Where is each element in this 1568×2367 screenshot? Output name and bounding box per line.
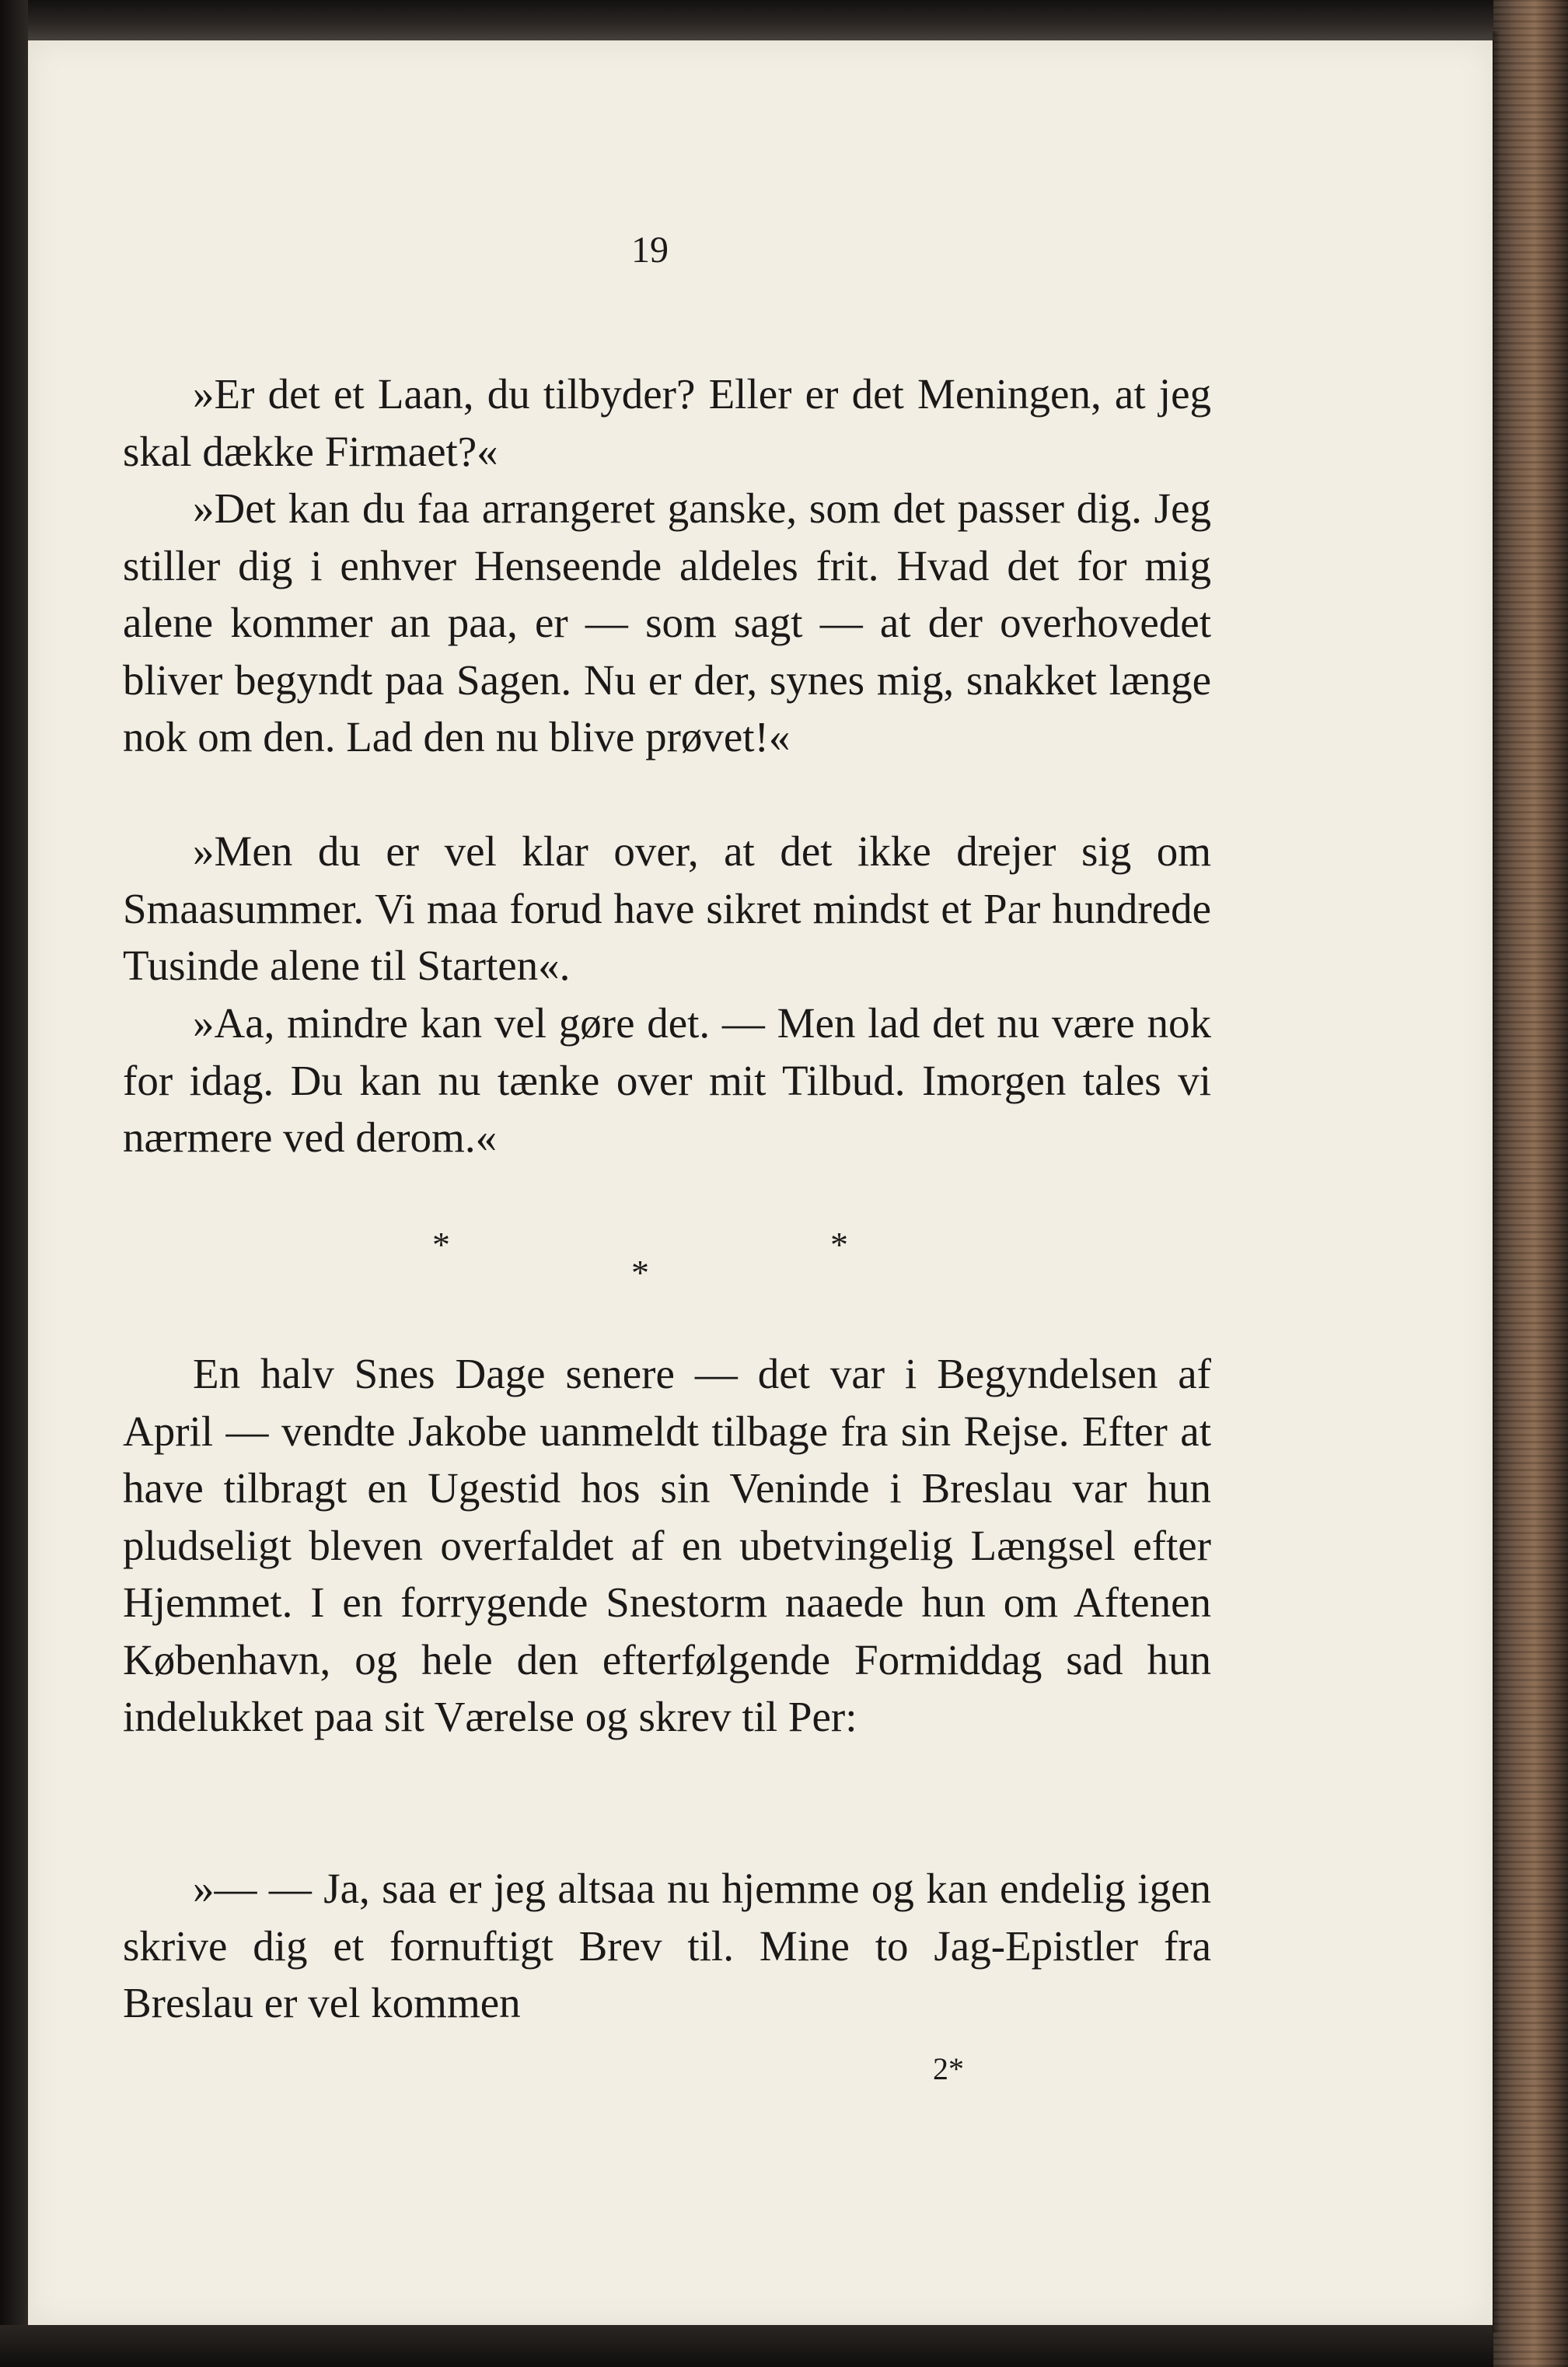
paragraph-6: »— — Ja, saa er jeg altsaa nu hjemme og kan endelig igen skrive dig et fornuftigt Brev til. Mine to Jag-Epistler fra Breslau er vel kommen (123, 1865, 1211, 2026)
top-scan-edge (0, 0, 1568, 40)
paragraph-4: »Aa, mindre kan vel gøre det. — Men lad det nu være nok for idag. Du kan nu tænke over mit Tilbud. Imorgen tales vi nærmere ved derom.« (123, 999, 1211, 1161)
paragraph-5: En halv Snes Dage senere — det var i Begyndelsen af April — vendte Jakobe uanmeldt tilbage fra sin Rejse. Efter at have tilbragt en Ugestid hos sin Veninde i Breslau var hun pludseligt bleven overfaldet af en ubetvingelig Længsel efter Hjemmet. I en forrygende Snestorm naaede hun om Aftenen København, og hele den efterfølgende Formiddag sad hun indelukket paa sit Værelse og skrev til Per: (123, 1350, 1211, 1740)
page-number: 19 (631, 229, 669, 271)
left-scan-edge (0, 0, 28, 2367)
paragraph-1: »Er det et Laan, du tilbyder? Eller er det Meningen, at jeg skal dække Firmaet?« (123, 370, 1211, 475)
section-break-asterisk-right: * (830, 1225, 848, 1264)
book-spine (1493, 0, 1568, 2367)
book-page (28, 40, 1493, 2325)
paragraph-2: »Det kan du faa arrangeret ganske, som det passer dig. Jeg stiller dig i enhver Henseende aldeles frit. Hvad det for mig alene kommer an paa, er — som sagt — at der overhovedet bliver begyndt paa Sagen. Nu er der, synes mig, snakket længe nok om den. Lad den nu blive prøvet!« (123, 484, 1211, 760)
section-break-asterisk-left: * (432, 1225, 450, 1264)
page-gutter-shadow (1493, 31, 1500, 2333)
section-break-asterisk-center: * (631, 1253, 649, 1292)
sheet-signature: 2* (933, 2051, 964, 2086)
bottom-scan-edge (0, 2325, 1568, 2367)
paragraph-3: »Men du er vel klar over, at det ikke drejer sig om Smaasummer. Vi maa forud have sikret mindst et Par hundrede Tusinde alene til Starten«. (123, 827, 1211, 989)
